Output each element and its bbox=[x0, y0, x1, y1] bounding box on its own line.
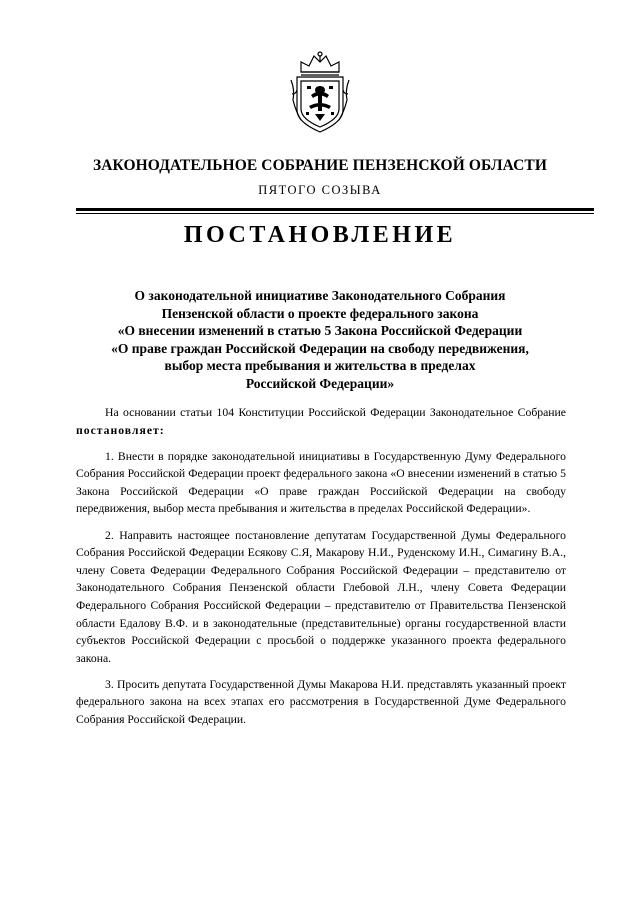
preamble-text: На основании статьи 104 Конституции Российской Федерации Законодательное Собрание bbox=[105, 406, 566, 419]
title-line: Российской Федерации» bbox=[245, 375, 395, 391]
organization-name: ЗАКОНОДАТЕЛЬНОЕ СОБРАНИЕ ПЕНЗЕНСКОЙ ОБЛАСТИ bbox=[92, 157, 548, 174]
header-divider-thick bbox=[76, 208, 594, 211]
title-line: «О внесении изменений в статью 5 Закона Российской Федерации bbox=[117, 323, 523, 339]
convocation: ПЯТОГО СОЗЫВА bbox=[258, 183, 382, 197]
resolution-title bbox=[70, 287, 570, 393]
document-type: ПОСТАНОВЛЕНИЕ bbox=[183, 222, 457, 248]
header-divider-thin bbox=[76, 213, 594, 214]
resolves-keyword: постановляет: bbox=[76, 423, 165, 437]
preamble-paragraph bbox=[76, 404, 566, 439]
resolution-body bbox=[76, 404, 566, 737]
item-paragraph-1: 1. Внести в порядке законодательной инициативы в Государственную Думу Федерального Собрания Российской Федерации проект федерального закона «О внесении изменений в статью 5 Закона Российской Федерации «О праве граждан Российской Федерации на свободу передвижения, выбор места пребывания и жительства в пределах Российской Федерации». bbox=[76, 449, 566, 516]
title-line: Пензенской области о проекте федерального закона bbox=[161, 305, 479, 321]
title-line: О законодательной инициативе Законодательного Собрания bbox=[134, 288, 506, 303]
item-paragraph-2: 2. Направить настоящее постановление депутатам Государственной Думы Федерального Собрания Российской Федерации Есякову С.Я, Макарову Н.И., Руденскому И.Н., Симагину В.А., члену Совета Федерации Федерального Собрания Российской Федерации – представителю от Законодательного Собрания Пензенской области Глебовой Л.Н., члену Совета Федерации Федерального Собрания Российской Федерации – представителю от Правительства Пензенской области Едалову В.Ф. и в законодательные (представительные) органы государственной власти субъектов Российской Федерации с просьбой о поддержке указанного проекта федерального закона. bbox=[76, 528, 566, 665]
coat-of-arms-icon bbox=[287, 50, 353, 134]
item-paragraph-3: 3. Просить депутата Государственной Думы Макарова Н.И. представлять указанный проект федерального закона на всех этапах его рассмотрения в Государственной Думе Федерального Собрания Российской Федерации. bbox=[76, 677, 566, 726]
title-line: выбор места пребывания и жительства в пределах bbox=[164, 358, 476, 374]
title-line: «О праве граждан Российской Федерации на свободу передвижения, bbox=[111, 340, 529, 356]
